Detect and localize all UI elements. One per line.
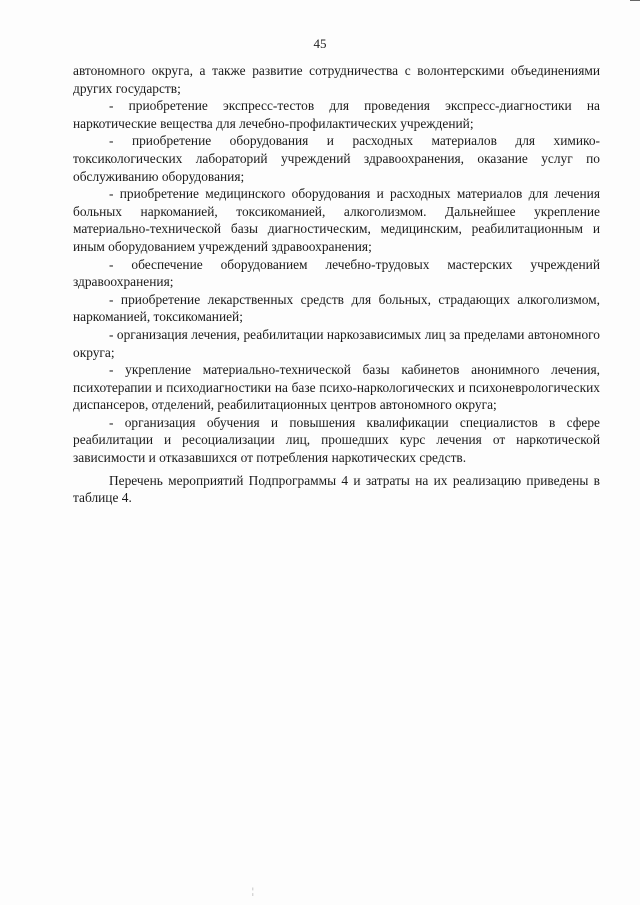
list-item-medicines: - приобретение лекарственных средств для больных, страдающих алкоголизмом, наркоманией, токсикоманией; <box>73 291 600 325</box>
corner-mark <box>630 0 640 1</box>
page-number: 45 <box>313 36 327 51</box>
list-item-anonymous-cabinets: - укрепление материально-технической базы кабинетов анонимного лечения, психотерапии и психодиагностики на базе психо-наркологических и психоневрологических диспансеров, отделений, реабилитационных центров автономного округа; <box>73 362 600 413</box>
scan-artifact-mark: ¦ <box>252 886 254 896</box>
list-item-lab-equipment: - приобретение оборудования и расходных материалов для химико-токсикологических лабораторий учреждений здравоохранения, оказание услуг по обслуживанию оборудования; <box>73 133 600 184</box>
paragraph-continuation: автономного округа, а также развитие сотрудничества с волонтерскими объединениями других государств; <box>73 63 600 96</box>
list-item-specialist-training: - организация обучения и повышения квалификации специалистов в сфере реабилитации и ресоциализации лиц, прошедших курс лечения от наркотической зависимости и отказавшихся от потребления наркотических средств. <box>73 414 600 466</box>
list-item-express-tests: - приобретение экспресс-тестов для проведения экспресс-диагностики на наркотические вещества для лечебно-профилактических учреждений; <box>73 98 600 131</box>
body-text <box>73 62 600 507</box>
list-item-treatment-outside: - организация лечения, реабилитации наркозависимых лиц за пределами автономного округа; <box>73 326 600 360</box>
list-item-workshops: - обеспечение оборудованием лечебно-трудовых мастерских учреждений здравоохранения; <box>73 256 600 290</box>
list-item-medical-equipment: - приобретение медицинского оборудования и расходных материалов для лечения больных наркоманией, токсикоманией, алкоголизмом. Дальнейшее укрепление материально-технической базы диагностическим, медицинским, реабилитационным и иным оборудованием учреждений здравоохранения; <box>73 186 600 254</box>
closing-paragraph: Перечень мероприятий Подпрограммы 4 и затраты на их реализацию приведены в таблице 4. <box>73 472 600 506</box>
